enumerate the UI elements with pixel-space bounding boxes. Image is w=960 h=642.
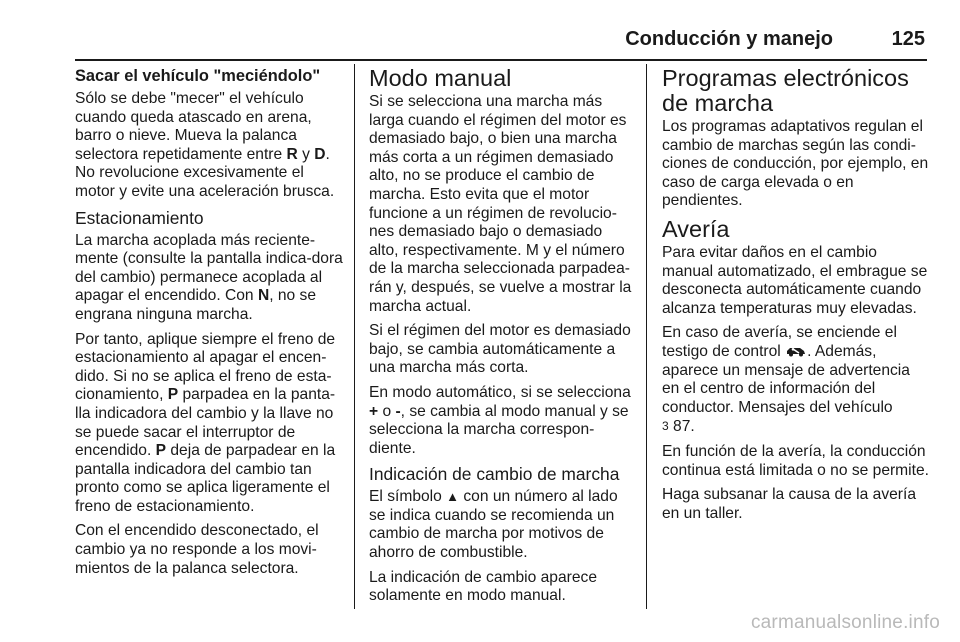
text-run: Por tanto, aplique siempre el freno de estacionamiento al apagar el encen-dido. Si no se aplica el freno de esta-cionamiento, — [75, 330, 336, 404]
paragraph-fault-1: Para evitar daños en el cambio manual automatizado, el embrague se desconecta automáticamente cuando alcanza temperaturas muy elevadas. — [662, 243, 928, 317]
section-heading-parking: Estacionamiento — [75, 207, 204, 228]
column-2 — [369, 66, 635, 612]
gear-r-label: R — [286, 145, 298, 163]
text-run: o — [378, 402, 396, 420]
paragraph-parking-3: Con el encendido desconectado, el cambio ya no responde a los movi-mientos de la palanca selectora. — [75, 522, 319, 577]
text-run: , se cambia al modo manual y se selecciona la marcha correspon-diente. — [369, 402, 629, 457]
column-1 — [75, 66, 343, 584]
reference-arrow-icon[interactable]: 3 — [662, 419, 669, 434]
text-run: Sólo se debe "mecer" el vehículo cuando queda atascado en arena, barro o nieve. Mueva la palanca selectora repetidamente entre — [75, 90, 312, 163]
text-run: y — [297, 145, 315, 163]
gear-d-label: D — [314, 145, 326, 163]
text-run: . No revolucione excesivamente el motor y evite una aceleración brusca. — [75, 145, 335, 200]
text-run: . Además, aparece un mensaje de advertencia en el centro de información del conductor. Mensajes del vehículo — [662, 342, 910, 416]
section-heading-shift-indicator: Indicación de cambio de marcha — [369, 464, 620, 485]
paragraph-shift-2: La indicación de cambio aparece solamente en modo manual. — [369, 568, 597, 605]
plus-label: + — [369, 402, 379, 420]
section-heading-fault: Avería — [662, 215, 730, 242]
section-heading-rocking: Sacar el vehículo "meciéndolo" — [75, 67, 321, 85]
reference-page[interactable]: 87. — [668, 418, 695, 436]
text-run: parpadea en la panta-lla indicadora del cambio y la llave no se puede sacar el interruptor de encendido. — [75, 386, 336, 460]
column-divider-1 — [354, 64, 355, 609]
watermark: carmanualsonline.info — [750, 612, 940, 633]
paragraph-rocking — [75, 90, 343, 202]
header-title: Conducción y manejo — [625, 28, 833, 50]
text-run: , no se engrana ninguna marcha. — [75, 287, 317, 323]
text-run: deja de parpadear en la pantalla indicadora del cambio tan pronto como se aplica ligeramente el freno de estacionamiento. — [75, 442, 336, 515]
paragraph-shift-1 — [369, 488, 635, 562]
paragraph-manual-3 — [369, 384, 635, 458]
gear-p-label: P — [167, 386, 179, 404]
text-run: En modo automático, si se selecciona — [369, 383, 631, 401]
header-divider — [75, 59, 927, 61]
gear-p-label: P — [155, 442, 167, 460]
page-number: 125 — [891, 28, 925, 50]
gear-n-label: N — [257, 287, 270, 305]
column-divider-2 — [646, 64, 647, 609]
paragraph-fault-2 — [662, 324, 930, 437]
section-heading-manual-mode: Modo manual — [369, 65, 512, 91]
minus-label: - — [395, 402, 401, 420]
page-header — [75, 28, 925, 56]
text-run: con un número al lado se indica cuando se recomienda un cambio de marcha por motivos de ahorro de combustible. — [369, 488, 618, 562]
car-wrench-icon — [785, 345, 807, 357]
paragraph-manual-2: Si el régimen del motor es demasiado bajo, se cambia automáticamente a una marcha más corta. — [369, 322, 631, 377]
text-run: En caso de avería, se enciende el testigo de control — [662, 324, 897, 360]
text-run: El símbolo — [369, 488, 447, 506]
up-arrow-icon: ▲ — [446, 489, 460, 505]
column-3 — [662, 66, 930, 529]
paragraph-parking-1 — [75, 232, 343, 325]
paragraph-fault-4: Haga subsanar la causa de la avería en un taller. — [662, 486, 916, 522]
text-run: La marcha acoplada más reciente-mente (consulte la pantalla indica-dora del cambio) permanece acoplada al apagar el encendido. Con — [75, 231, 343, 305]
section-heading-electronic-programs: Programas electrónicos de marcha — [662, 65, 909, 116]
paragraph-programs-1: Los programas adaptativos regulan el cambio de marchas según las condi-ciones de conducción, por ejemplo, en caso de carga elevada o en pendientes. — [662, 118, 929, 210]
paragraph-manual-1: Si se selecciona una marcha más larga cuando el régimen del motor es demasiado bajo, o bien una marcha más corta a un régimen demasiado alto, no se produce el cambio de marcha. Esto evita que el motor funcione a un régimen de revolucio-nes demasiado bajo o demasiado alto, respectivamente. M y el número de la marcha seleccionada parpadea-rán y, después, se vuelve a mostrar la marcha actual. — [369, 93, 632, 315]
paragraph-fault-3: En función de la avería, la conducción continua está limitada o no se permite. — [662, 442, 929, 479]
paragraph-parking-2 — [75, 331, 343, 517]
